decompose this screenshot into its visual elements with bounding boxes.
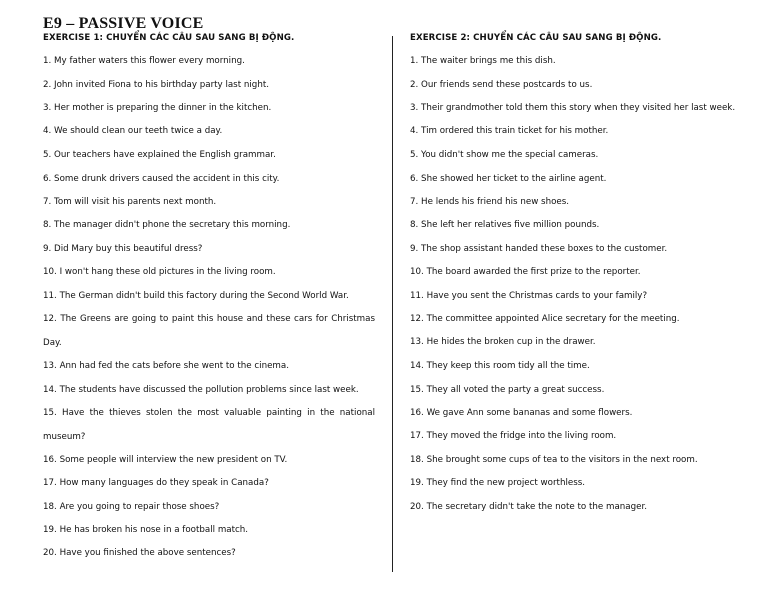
exercise-2-item: 14. They keep this room tidy all the time. xyxy=(410,361,590,371)
exercise-2-item: 1. The waiter brings me this dish. xyxy=(410,56,556,66)
exercise-1-item: 3. Her mother is preparing the dinner in the kitchen. xyxy=(43,103,272,113)
exercise-1-item: 1. My father waters this flower every morning. xyxy=(43,56,245,66)
column-divider xyxy=(392,36,393,572)
exercise-1-item: 9. Did Mary buy this beautiful dress? xyxy=(43,244,203,254)
exercise-2-heading: EXERCISE 2: CHUYỂN CÁC CÂU SAU SANG BỊ ĐỘNG. xyxy=(410,33,662,43)
exercise-1-item: 16. Some people will interview the new president on TV. xyxy=(43,455,288,465)
exercise-1-item: 5. Our teachers have explained the English grammar. xyxy=(43,150,276,160)
exercise-1-item: 8. The manager didn't phone the secretary this morning. xyxy=(43,220,291,230)
exercise-2-item: 2. Our friends send these postcards to us. xyxy=(410,80,593,90)
exercise-1-item: 2. John invited Fiona to his birthday party last night. xyxy=(43,80,269,90)
page-title: E9 – PASSIVE VOICE xyxy=(43,15,204,32)
exercise-2-item: 15. They all voted the party a great success. xyxy=(410,385,605,395)
exercise-2-item: 11. Have you sent the Christmas cards to your family? xyxy=(410,291,648,301)
exercise-2-item: 17. They moved the fridge into the living room. xyxy=(410,431,617,441)
exercise-1-item: 12. The Greens are going to paint this house and these cars for Christmas Day. xyxy=(43,314,375,348)
exercise-1-item: 14. The students have discussed the pollution problems since last week. xyxy=(43,385,359,395)
exercise-1-item: 13. Ann had fed the cats before she went to the cinema. xyxy=(43,361,289,371)
exercise-1-item: 20. Have you finished the above sentences? xyxy=(43,548,236,558)
exercise-2-item: 18. She brought some cups of tea to the visitors in the next room. xyxy=(410,455,698,465)
exercise-2-item: 8. She left her relatives five million pounds. xyxy=(410,220,600,230)
exercise-1-item: 11. The German didn't build this factory during the Second World War. xyxy=(43,291,349,301)
exercise-2-item: 5. You didn't show me the special cameras. xyxy=(410,150,599,160)
exercise-2-item: 20. The secretary didn't take the note to the manager. xyxy=(410,502,647,512)
exercise-1-item: 4. We should clean our teeth twice a day. xyxy=(43,126,223,136)
exercise-1-heading: EXERCISE 1: CHUYỂN CÁC CÂU SAU SANG BỊ ĐỘNG. xyxy=(43,33,295,43)
exercise-2-item: 10. The board awarded the first prize to the reporter. xyxy=(410,267,641,277)
exercise-2-item: 19. They find the new project worthless. xyxy=(410,478,586,488)
exercise-1-item: 17. How many languages do they speak in Canada? xyxy=(43,478,269,488)
exercise-2-item: 4. Tim ordered this train ticket for his mother. xyxy=(410,126,609,136)
exercise-2-item: 12. The committee appointed Alice secretary for the meeting. xyxy=(410,314,680,324)
exercise-2-item: 3. Their grandmother told them this story when they visited her last week. xyxy=(410,103,736,113)
exercise-1-item: 19. He has broken his nose in a football match. xyxy=(43,525,249,535)
exercise-1-item: 7. Tom will visit his parents next month. xyxy=(43,197,217,207)
exercise-1-item: 15. Have the thieves stolen the most valuable painting in the national museum? xyxy=(43,408,375,442)
exercise-2-item: 9. The shop assistant handed these boxes to the customer. xyxy=(410,244,668,254)
exercise-2-item: 16. We gave Ann some bananas and some flowers. xyxy=(410,408,633,418)
exercise-1-item: 10. I won't hang these old pictures in the living room. xyxy=(43,267,276,277)
exercise-2-item: 7. He lends his friend his new shoes. xyxy=(410,197,570,207)
exercise-2-item: 13. He hides the broken cup in the drawer. xyxy=(410,337,596,347)
exercise-2-item: 6. She showed her ticket to the airline agent. xyxy=(410,174,607,184)
exercise-1-item: 18. Are you going to repair those shoes? xyxy=(43,502,220,512)
exercise-1-item: 6. Some drunk drivers caused the accident in this city. xyxy=(43,174,280,184)
